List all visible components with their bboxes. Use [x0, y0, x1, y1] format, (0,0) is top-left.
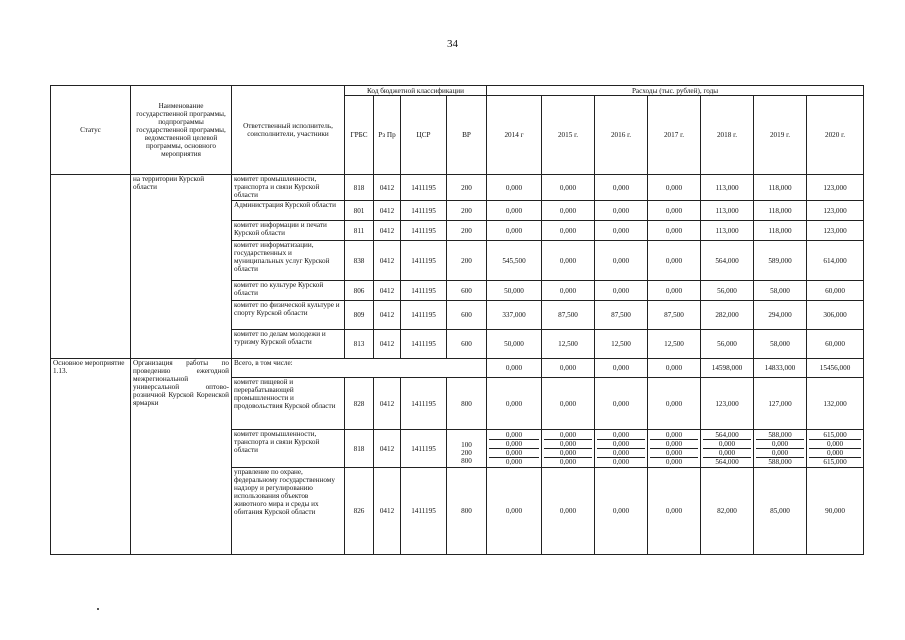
value-cell-stack [595, 430, 648, 468]
header-year: 2019 г. [754, 96, 807, 175]
measure-name: на территории Курской области [131, 175, 232, 359]
value-cell: 0,000 [648, 241, 701, 281]
total-value: 15456,000 [807, 359, 864, 378]
value-sub: 0,000 [505, 458, 523, 466]
value-cell: 58,000 [754, 281, 807, 301]
value-sub: 0,000 [489, 440, 539, 449]
value-cell: 113,000 [701, 175, 754, 201]
vr-cell: 800 [447, 378, 487, 430]
page-number: 34 [447, 38, 458, 50]
vr-cell: 600 [447, 281, 487, 301]
responsible-cell: комитет по физической культуре и спорту Курской области [232, 301, 345, 330]
value-cell: 127,000 [754, 378, 807, 430]
csr-cell: 1411195 [401, 301, 447, 330]
responsible-cell: комитет промышленности, транспорта и связи Курской области [232, 175, 345, 201]
total-value: 14833,000 [754, 359, 807, 378]
total-value: 0,000 [542, 359, 595, 378]
header-year: 2018 г. [701, 96, 754, 175]
responsible-cell: Администрация Курской области [232, 201, 345, 221]
value-sub: 564,000 [703, 431, 751, 440]
vr-sub: 800 [461, 456, 472, 465]
value-cell: 0,000 [487, 175, 542, 201]
header-grbs: ГРБС [345, 96, 374, 175]
value-cell: 123,000 [807, 201, 864, 221]
value-cell: 0,000 [542, 378, 595, 430]
value-cell: 123,000 [701, 378, 754, 430]
measure-name: Организация работы по проведению ежегодной межрегиональной универсальной оптово-розничной Курской Коренской ярмарки [131, 359, 232, 555]
value-cell: 123,000 [807, 175, 864, 201]
responsible-cell: комитет информации и печати Курской области [232, 221, 345, 241]
value-sub: 0,000 [544, 431, 592, 440]
value-cell: 87,500 [595, 301, 648, 330]
value-sub: 588,000 [768, 458, 792, 466]
value-cell: 0,000 [542, 281, 595, 301]
header-rzpr: Рз Пр [374, 96, 401, 175]
value-cell: 12,500 [595, 330, 648, 359]
value-sub: 0,000 [665, 458, 683, 466]
rzpr-cell: 0412 [374, 378, 401, 430]
value-cell: 118,000 [754, 201, 807, 221]
vr-cell: 200 [447, 241, 487, 281]
csr-cell: 1411195 [401, 281, 447, 301]
value-cell: 0,000 [595, 281, 648, 301]
value-cell: 60,000 [807, 281, 864, 301]
value-cell: 614,000 [807, 241, 864, 281]
value-sub: 0,000 [650, 449, 698, 458]
budget-table [50, 85, 864, 555]
value-cell: 337,000 [487, 301, 542, 330]
vr-cell: 600 [447, 330, 487, 359]
header-year: 2014 г [487, 96, 542, 175]
value-cell: 282,000 [701, 301, 754, 330]
value-sub: 0,000 [544, 440, 592, 449]
rzpr-cell: 0412 [374, 301, 401, 330]
value-cell: 294,000 [754, 301, 807, 330]
value-cell: 85,000 [754, 468, 807, 555]
value-cell: 90,000 [807, 468, 864, 555]
value-sub: 0,000 [703, 449, 751, 458]
header-name: Наименование государственной программы, подпрограммы государственной программы, ведомственной целевой программы, основного мероприятия [131, 86, 232, 175]
csr-cell: 1411195 [401, 241, 447, 281]
value-cell: 0,000 [595, 201, 648, 221]
rzpr-cell: 0412 [374, 468, 401, 555]
value-cell: 0,000 [542, 175, 595, 201]
value-cell: 56,000 [701, 330, 754, 359]
rzpr-cell: 0412 [374, 241, 401, 281]
rzpr-cell: 0412 [374, 175, 401, 201]
grbs-cell: 809 [345, 301, 374, 330]
value-cell: 0,000 [487, 378, 542, 430]
header-budget-code: Код бюджетной классификации [345, 86, 487, 96]
rzpr-cell: 0412 [374, 281, 401, 301]
status-cell-empty [51, 175, 131, 359]
csr-cell: 1411195 [401, 378, 447, 430]
value-cell: 118,000 [754, 221, 807, 241]
header-year: 2020 г. [807, 96, 864, 175]
value-cell: 589,000 [754, 241, 807, 281]
table-row [51, 175, 864, 201]
csr-cell: 1411195 [401, 175, 447, 201]
value-sub: 0,000 [489, 431, 539, 440]
value-cell: 306,000 [807, 301, 864, 330]
grbs-cell: 828 [345, 378, 374, 430]
csr-cell: 1411195 [401, 221, 447, 241]
value-cell: 50,000 [487, 281, 542, 301]
vr-sub: 100 [461, 440, 472, 449]
value-cell: 0,000 [542, 241, 595, 281]
header-status: Статус [51, 86, 131, 175]
header-expenses: Расходы (тыс. рублей), годы [487, 86, 864, 96]
grbs-cell: 806 [345, 281, 374, 301]
vr-sub [449, 433, 484, 441]
value-sub: 0,000 [756, 449, 804, 458]
value-cell: 0,000 [595, 468, 648, 555]
responsible-cell: комитет промышленности, транспорта и связи Курской области [232, 430, 345, 468]
header-year: 2017 г. [648, 96, 701, 175]
responsible-cell: управление по охране, федеральному государственному надзору и регулированию использования объектов животного мира и среды их обитания Курской области [232, 468, 345, 555]
value-cell: 0,000 [648, 378, 701, 430]
total-value: 0,000 [595, 359, 648, 378]
value-sub: 0,000 [597, 440, 645, 449]
grbs-cell: 838 [345, 241, 374, 281]
rzpr-cell: 0412 [374, 330, 401, 359]
total-label: Всего, в том числе: [232, 359, 487, 378]
vr-sub: 200 [461, 448, 472, 457]
total-value: 0,000 [487, 359, 542, 378]
csr-cell: 1411195 [401, 430, 447, 468]
value-sub: 588,000 [756, 431, 804, 440]
rzpr-cell: 0412 [374, 430, 401, 468]
value-sub: 564,000 [715, 458, 739, 466]
value-cell-stack [807, 430, 864, 468]
value-cell: 0,000 [487, 201, 542, 221]
value-cell: 0,000 [648, 468, 701, 555]
csr-cell: 1411195 [401, 330, 447, 359]
value-cell: 0,000 [595, 221, 648, 241]
value-cell: 50,000 [487, 330, 542, 359]
header-year: 2016 г. [595, 96, 648, 175]
grbs-cell: 818 [345, 430, 374, 468]
value-cell: 113,000 [701, 221, 754, 241]
header-year: 2015 г. [542, 96, 595, 175]
value-cell: 0,000 [648, 175, 701, 201]
grbs-cell: 801 [345, 201, 374, 221]
responsible-cell: комитет по делам молодежи и туризму Курской области [232, 330, 345, 359]
grbs-cell: 811 [345, 221, 374, 241]
value-sub: 0,000 [650, 440, 698, 449]
value-cell: 0,000 [487, 221, 542, 241]
value-cell: 82,000 [701, 468, 754, 555]
header-csr: ЦСР [401, 96, 447, 175]
value-cell: 56,000 [701, 281, 754, 301]
responsible-cell: комитет информатизации, государственных и муниципальных услуг Курской области [232, 241, 345, 281]
value-cell: 113,000 [701, 201, 754, 221]
value-cell: 564,000 [701, 241, 754, 281]
vr-cell: 200 [447, 175, 487, 201]
value-cell: 0,000 [542, 201, 595, 221]
value-sub: 0,000 [544, 449, 592, 458]
value-cell: 545,500 [487, 241, 542, 281]
value-cell: 0,000 [487, 468, 542, 555]
value-cell: 12,500 [542, 330, 595, 359]
vr-cell [447, 430, 487, 468]
value-sub: 615,000 [823, 458, 847, 466]
value-sub: 0,000 [597, 449, 645, 458]
value-sub: 0,000 [489, 449, 539, 458]
status-cell: Основное мероприятие 1.13. [51, 359, 131, 555]
value-cell: 0,000 [648, 281, 701, 301]
header-responsible: Ответственный исполнитель, соисполнители, участники [232, 86, 345, 175]
value-cell: 12,500 [648, 330, 701, 359]
value-cell-stack [542, 430, 595, 468]
responsible-cell: комитет по культуре Курской области [232, 281, 345, 301]
total-value: 0,000 [648, 359, 701, 378]
value-cell: 87,500 [542, 301, 595, 330]
value-cell: 0,000 [595, 378, 648, 430]
rzpr-cell: 0412 [374, 221, 401, 241]
value-cell: 0,000 [542, 468, 595, 555]
grbs-cell: 813 [345, 330, 374, 359]
csr-cell: 1411195 [401, 468, 447, 555]
responsible-cell: комитет пищевой и перерабатывающей промышленности и продовольствия Курской области [232, 378, 345, 430]
csr-cell: 1411195 [401, 201, 447, 221]
vr-cell: 800 [447, 468, 487, 555]
vr-cell: 200 [447, 201, 487, 221]
total-value: 14598,000 [701, 359, 754, 378]
value-cell: 123,000 [807, 221, 864, 241]
rzpr-cell: 0412 [374, 201, 401, 221]
table-row-total [51, 359, 864, 378]
value-cell-stack [701, 430, 754, 468]
value-sub: 615,000 [809, 431, 861, 440]
value-cell: 87,500 [648, 301, 701, 330]
header-vr: ВР [447, 96, 487, 175]
value-cell-stack [648, 430, 701, 468]
value-sub: 0,000 [559, 458, 577, 466]
grbs-cell: 826 [345, 468, 374, 555]
value-cell: 132,000 [807, 378, 864, 430]
vr-cell: 200 [447, 221, 487, 241]
scan-speck [97, 608, 99, 610]
value-cell: 0,000 [595, 175, 648, 201]
value-sub: 0,000 [612, 458, 630, 466]
value-sub: 0,000 [650, 431, 698, 440]
value-sub: 0,000 [703, 440, 751, 449]
value-cell: 58,000 [754, 330, 807, 359]
value-cell: 0,000 [542, 221, 595, 241]
value-cell-stack [487, 430, 542, 468]
value-sub: 0,000 [809, 449, 861, 458]
value-cell: 60,000 [807, 330, 864, 359]
vr-cell: 600 [447, 301, 487, 330]
value-cell: 0,000 [595, 241, 648, 281]
value-sub: 0,000 [809, 440, 861, 449]
value-cell: 0,000 [648, 221, 701, 241]
value-cell: 0,000 [648, 201, 701, 221]
value-cell-stack [754, 430, 807, 468]
value-sub: 0,000 [597, 431, 645, 440]
value-cell: 118,000 [754, 175, 807, 201]
value-sub: 0,000 [756, 440, 804, 449]
grbs-cell: 818 [345, 175, 374, 201]
